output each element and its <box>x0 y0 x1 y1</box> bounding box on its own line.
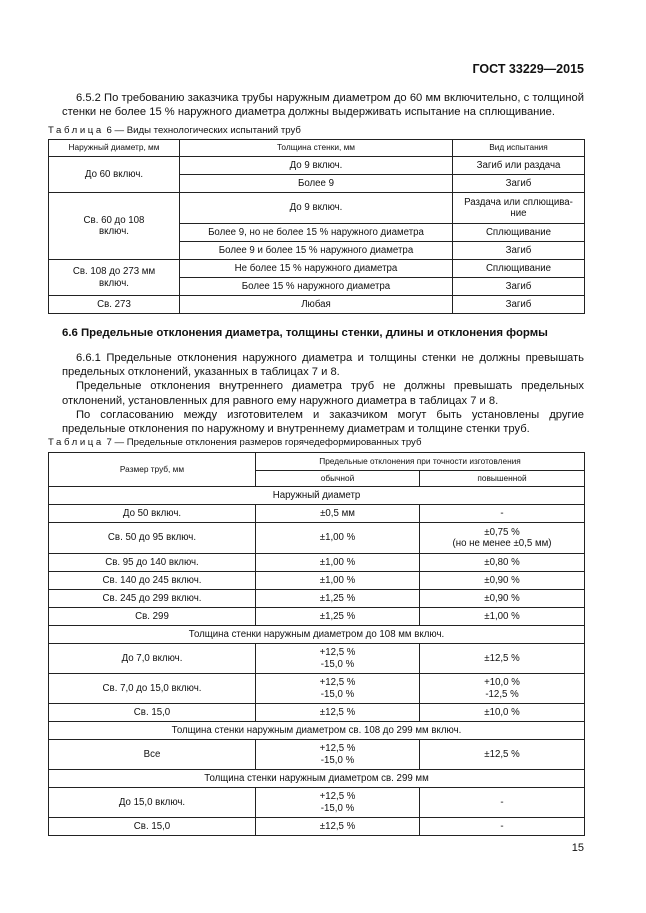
table-cell: ±1,00 % <box>256 523 420 554</box>
table-header-row <box>49 453 585 471</box>
table-row <box>49 505 585 523</box>
cell-line: +10,0 % <box>484 677 520 688</box>
table-cell: ±1,00 % <box>420 608 585 626</box>
cell-line: -15,0 % <box>320 802 355 814</box>
table-row <box>49 608 585 626</box>
paragraph-text: Предельные отклонения внутреннего диаметра труб не должны превышать предельных отклонений, установленных для равного ему наружного диаметра в таблицах 7 и 8. <box>62 380 584 407</box>
table-cell: ±0,80 % <box>420 554 585 572</box>
table-row <box>49 704 585 722</box>
table-7 <box>48 452 585 836</box>
table-row <box>49 296 585 314</box>
table-section-title: Толщина стенки наружным диаметром св. 299 мм <box>49 770 585 788</box>
table-cell <box>256 644 420 674</box>
table-cell: Св. 60 до 108 включ. <box>49 193 180 260</box>
column-header: Размер труб, мм <box>49 453 256 487</box>
table-row <box>49 554 585 572</box>
cell-line: (но не менее ±0,5 мм) <box>452 538 552 549</box>
table-section-row <box>49 487 585 505</box>
document-header: ГОСТ 33229—2015 <box>472 62 584 76</box>
table-cell: Сплющивание <box>453 260 585 278</box>
table-cell: Св. 7,0 до 15,0 включ. <box>49 674 256 704</box>
table-cell: Св. 15,0 <box>49 818 256 836</box>
table-cell: Загиб <box>453 242 585 260</box>
cell-line: +12,5 % <box>319 791 356 802</box>
table-cell <box>256 674 420 704</box>
table-cell: Сплющивание <box>453 224 585 242</box>
table-cell: ±0,90 % <box>420 572 585 590</box>
table-cell: ±12,5 % <box>256 704 420 722</box>
cell-line: +12,5 % <box>319 743 356 754</box>
table-row <box>49 157 585 175</box>
table-row <box>49 644 585 674</box>
table-cell: ±12,5 % <box>256 818 420 836</box>
table-row <box>49 674 585 704</box>
table-cell: Любая <box>180 296 453 314</box>
table-cell <box>256 740 420 770</box>
table-row <box>49 788 585 818</box>
cell-line: -15,0 % <box>320 688 355 700</box>
table-cell: Более 9 и более 15 % наружного диаметра <box>180 242 453 260</box>
table-cell: Все <box>49 740 256 770</box>
table-section-row <box>49 626 585 644</box>
table-row <box>49 590 585 608</box>
table-cell: Св. 273 <box>49 296 180 314</box>
caption-text: 6 — Виды технологических испытаний труб <box>106 125 301 136</box>
table-cell: Загиб или раздача <box>453 157 585 175</box>
table-row <box>49 740 585 770</box>
paragraph-text: 6.6.1 Предельные отклонения наружного диаметра и толщины стенки не должны превышать предельных отклонений, указанных в таблицах 7 и 8. <box>62 352 584 379</box>
paragraph-6-5-2 <box>62 91 584 119</box>
column-header: Наружный диаметр, мм <box>49 140 180 157</box>
table-cell: Св. 15,0 <box>49 704 256 722</box>
cell-line: -12,5 % <box>485 688 519 700</box>
table-row <box>49 572 585 590</box>
table-cell: ±0,5 мм <box>256 505 420 523</box>
column-header: Предельные отклонения при точности изготовления <box>256 453 585 471</box>
table-row <box>49 818 585 836</box>
table-cell: Загиб <box>453 278 585 296</box>
section-heading-6-6: 6.6 Предельные отклонения диаметра, толщины стенки, длины и отклонения формы <box>62 327 548 339</box>
cell-line: +12,5 % <box>319 677 356 688</box>
table-cell: Св. 140 до 245 включ. <box>49 572 256 590</box>
table-cell: До 9 включ. <box>180 193 453 224</box>
table-cell: ±12,5 % <box>420 644 585 674</box>
paragraph-text: 6.5.2 По требованию заказчика трубы наружным диаметром до 60 мм включительно, с толщиной стенки не более 15 % наружного диаметра должны выдерживать испытание на сплющивание. <box>62 92 584 119</box>
table-cell: ±1,00 % <box>256 554 420 572</box>
column-header: Толщина стенки, мм <box>180 140 453 157</box>
table-cell: Загиб <box>453 175 585 193</box>
table-cell: Не более 15 % наружного диаметра <box>180 260 453 278</box>
table-cell: ±10,0 % <box>420 704 585 722</box>
table-section-title: Наружный диаметр <box>49 487 585 505</box>
table-6 <box>48 139 585 314</box>
table-cell: Более 15 % наружного диаметра <box>180 278 453 296</box>
table-cell: Св. 95 до 140 включ. <box>49 554 256 572</box>
table-cell: До 15,0 включ. <box>49 788 256 818</box>
table-section-row <box>49 722 585 740</box>
table-cell: ±1,00 % <box>256 572 420 590</box>
table-cell: Более 9 <box>180 175 453 193</box>
cell-line: ±0,75 % <box>484 526 520 538</box>
table-cell: До 7,0 включ. <box>49 644 256 674</box>
table-cell: Раздача или сплющива-ние <box>453 193 585 224</box>
table-row <box>49 193 585 224</box>
table-cell: Св. 299 <box>49 608 256 626</box>
table-row <box>49 260 585 278</box>
table-cell: До 9 включ. <box>180 157 453 175</box>
table-cell: ±1,25 % <box>256 608 420 626</box>
table-cell <box>420 674 585 704</box>
table-header-row <box>49 140 585 157</box>
table-6-caption <box>48 125 301 136</box>
table-row <box>49 523 585 554</box>
column-header: Вид испытания <box>453 140 585 157</box>
paragraph-text: По согласованию между изготовителем и заказчиком могут быть установлены другие предельные отклонения по наружному и внутреннему диаметрам и толщине стенки труб. <box>62 408 584 436</box>
cell-line: -15,0 % <box>320 658 355 670</box>
caption-label: Таблица <box>48 125 104 136</box>
table-cell: Св. 245 до 299 включ. <box>49 590 256 608</box>
table-cell: Св. 50 до 95 включ. <box>49 523 256 554</box>
table-cell: До 50 включ. <box>49 505 256 523</box>
table-cell: ±12,5 % <box>420 740 585 770</box>
cell-line: +12,5 % <box>319 647 356 658</box>
table-section-title: Толщина стенки наружным диаметром до 108 мм включ. <box>49 626 585 644</box>
table-cell: Загиб <box>453 296 585 314</box>
table-cell <box>256 788 420 818</box>
cell-line: -15,0 % <box>320 754 355 766</box>
table-cell: ±0,90 % <box>420 590 585 608</box>
table-cell: - <box>420 788 585 818</box>
table-cell: Св. 108 до 273 мм включ. <box>49 260 180 296</box>
table-7-caption <box>48 437 421 448</box>
caption-text: 7 — Предельные отклонения размеров горячедеформированных труб <box>106 437 422 448</box>
section-6-6-body <box>62 351 584 436</box>
table-cell: До 60 включ. <box>49 157 180 193</box>
table-cell: Более 9, но не более 15 % наружного диаметра <box>180 224 453 242</box>
column-header: повышенной <box>420 471 585 487</box>
table-section-title: Толщина стенки наружным диаметром св. 108 до 299 мм включ. <box>49 722 585 740</box>
table-cell: - <box>420 818 585 836</box>
column-header: обычной <box>256 471 420 487</box>
caption-label: Таблица <box>48 437 104 448</box>
table-cell: ±1,25 % <box>256 590 420 608</box>
table-section-row <box>49 770 585 788</box>
table-cell: - <box>420 505 585 523</box>
page-number: 15 <box>571 842 584 854</box>
table-cell <box>420 523 585 554</box>
